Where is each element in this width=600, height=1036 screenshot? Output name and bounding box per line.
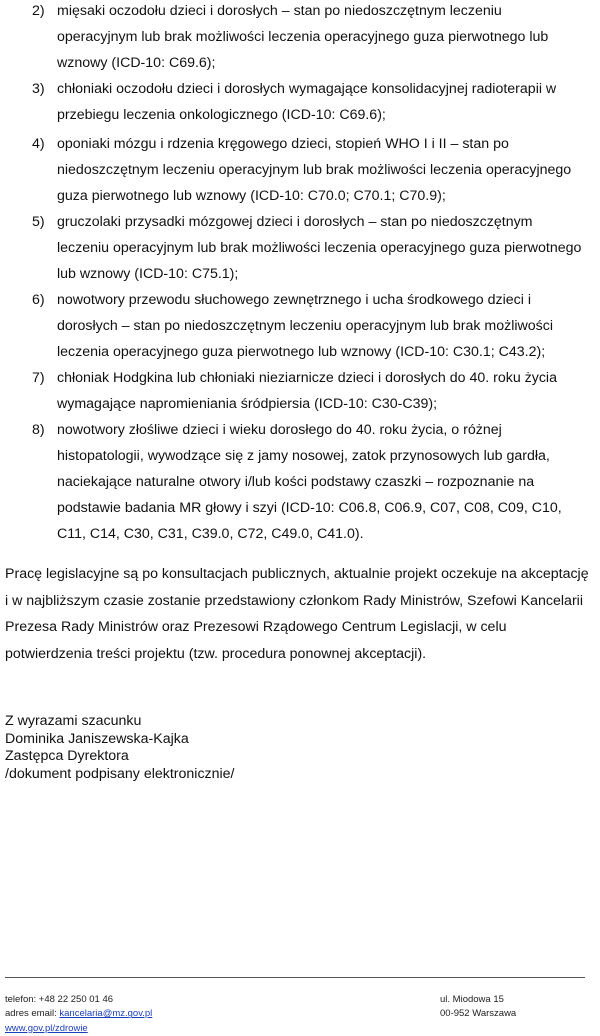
footer-city: 00-952 Warszawa (440, 1008, 517, 1020)
website-link[interactable]: www.gov.pl/zdrowie (5, 1022, 88, 1034)
list-item-number: 8) (32, 422, 45, 438)
footer-email-line (5, 1007, 152, 1021)
list-item-number: 7) (32, 370, 45, 386)
footer-contact (5, 993, 152, 1036)
list-item-text: oponiaki mózgu i rdzenia kręgowego dzieci, stopień WHO I i II – stan po niedoszczętnym leczeniu operacyjnym lub brak możliwości leczenia operacyjnego guza pierwotnego lub wznowy (ICD-10: C70.0; C70.1; C70.9); (57, 136, 572, 204)
list-item (0, 131, 600, 209)
list-item-number: 6) (32, 292, 45, 308)
footer-phone: telefon: +48 22 250 01 46 (5, 994, 114, 1005)
signature-position: Zastępca Dyrektora (5, 748, 129, 765)
signature-note: /dokument podpisany elektronicznie/ (5, 765, 235, 782)
list-item-text: gruczolaki przysadki mózgowej dzieci i dorosłych – stan po niedoszczętnym leczeniu operacyjnym lub brak możliwości leczenia operacyjnego guza pierwotnego lub wznowy (ICD-10: C75.1); (57, 214, 582, 282)
list-item (0, 0, 600, 76)
footer-street: ul. Miodowa 15 (440, 994, 504, 1005)
list-item-text: chłoniak Hodgkina lub chłoniaki nieziarnicze dzieci i dorosłych do 40. roku życia wymagające napromieniania śródpiersia (ICD-10: C30-C39); (57, 370, 557, 412)
signature-block (5, 713, 235, 783)
signature-closing: Z wyrazami szacunku (5, 713, 142, 729)
list-item-number: 3) (32, 81, 45, 97)
body-paragraph: Pracę legislacyjne są po konsultacjach publicznych, aktualnie projekt oczekuje na akceptację i w najbliższym czasie zostanie przedstawiony członkom Rady Ministrów, Szefowi Kancelarii Prezesa Rady Ministrów oraz Prezesowi Rządowego Centrum Legislacji, w celu potwierdzenia treści projektu (tzw. procedura ponownej akceptacji). (5, 566, 589, 662)
list-item-text: mięsaki oczodołu dzieci i dorosłych – stan po niedoszczętnym leczeniu operacyjnym lub brak możliwości leczenia operacyjnego guza pierwotnego lub wznowy (ICD-10: C69.6); (57, 3, 549, 71)
list-item-text: nowotwory przewodu słuchowego zewnętrznego i ucha środkowego dzieci i dorosłych – stan po niedoszczętnym leczeniu operacyjnym lub brak możliwości leczenia operacyjnego guza pierwotnego lub wznowy (ICD-10: C30.1; C43.2); (57, 292, 554, 360)
list-item-number: 2) (32, 3, 45, 19)
footer-divider (5, 977, 585, 978)
list-item-text: chłoniaki oczodołu dzieci i dorosłych wymagające konsolidacyjnej radioterapii w przebiegu leczenia onkologicznego (ICD-10: C69.6); (57, 81, 557, 123)
list-item-number: 5) (32, 214, 45, 230)
list-item-number: 4) (32, 136, 45, 152)
signature-name: Dominika Janiszewska-Kajka (5, 730, 189, 747)
list-item (0, 76, 600, 128)
list-item-text: nowotwory złośliwe dzieci i wieku dorosłego do 40. roku życia, o różnej histopatologii, wywodzące się z jamy nosowej, zatok przynosowych lub gardła, naciekające naturalne otwory i/lub kości podstawy czaszki – rozpoznanie na podstawie badania MR głowy i szyi (ICD-10: C06.8, C06.9, C07, C08, C09, C10, C11, C14, C30, C31, C39.0, C72, C49.0, C41.0). (57, 422, 562, 542)
list-item (0, 209, 600, 287)
footer-email-label: adres email: (5, 1008, 60, 1020)
list-item (0, 365, 600, 417)
email-link[interactable]: kancelaria@mz.gov.pl (59, 1008, 153, 1020)
footer-address (440, 993, 516, 1022)
list-item (0, 417, 600, 547)
list-item (0, 287, 600, 365)
